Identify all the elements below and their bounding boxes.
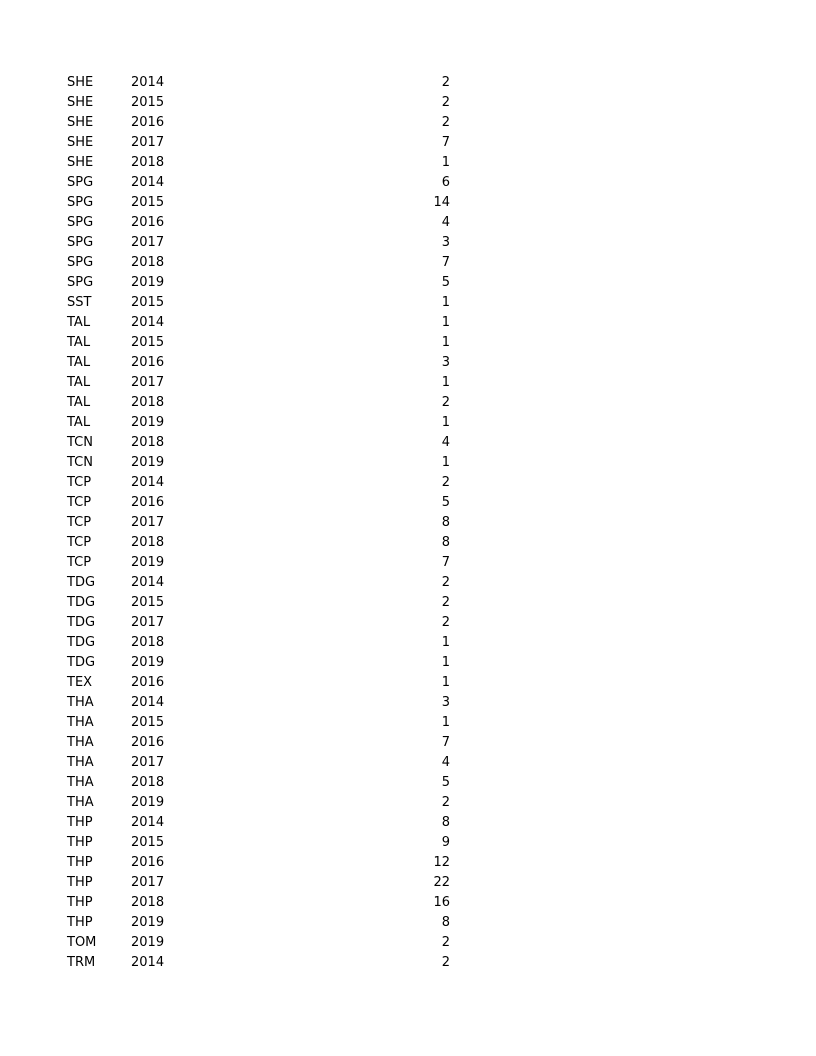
code-cell: TDG — [67, 655, 96, 670]
year-cell: 2015 — [131, 95, 165, 110]
code-cell: TCP — [67, 495, 92, 510]
table-row — [0, 193, 816, 213]
year-cell: 2018 — [131, 535, 165, 550]
code-cell: SST — [67, 295, 92, 310]
code-cell: THA — [67, 735, 94, 750]
code-cell: TAL — [67, 395, 91, 410]
code-cell: TCP — [67, 515, 92, 530]
year-cell: 2017 — [131, 615, 165, 630]
table-row — [0, 653, 816, 673]
code-cell: THP — [67, 915, 93, 930]
count-cell: 7 — [441, 255, 450, 270]
table-row — [0, 73, 816, 93]
year-cell: 2017 — [131, 375, 165, 390]
year-cell: 2016 — [131, 675, 165, 690]
count-cell: 8 — [441, 915, 450, 930]
year-cell: 2017 — [131, 135, 165, 150]
table-row — [0, 553, 816, 573]
code-cell: SHE — [67, 75, 94, 90]
year-cell: 2019 — [131, 795, 165, 810]
count-cell: 1 — [441, 155, 450, 170]
year-cell: 2014 — [131, 575, 165, 590]
table-row — [0, 93, 816, 113]
table-row — [0, 933, 816, 953]
count-cell: 8 — [441, 515, 450, 530]
year-cell: 2015 — [131, 835, 165, 850]
count-cell: 7 — [441, 735, 450, 750]
count-cell: 5 — [441, 275, 450, 290]
table-row — [0, 213, 816, 233]
table-row — [0, 253, 816, 273]
count-cell: 12 — [433, 855, 450, 870]
year-cell: 2017 — [131, 515, 165, 530]
count-cell: 2 — [441, 935, 450, 950]
year-cell: 2019 — [131, 455, 165, 470]
code-cell: TAL — [67, 375, 91, 390]
count-cell: 6 — [441, 175, 450, 190]
code-cell: SPG — [67, 215, 94, 230]
year-cell: 2014 — [131, 75, 165, 90]
table-row — [0, 173, 816, 193]
table-row — [0, 893, 816, 913]
count-cell: 22 — [433, 875, 450, 890]
year-cell: 2015 — [131, 335, 165, 350]
table-row — [0, 133, 816, 153]
table-row — [0, 753, 816, 773]
count-cell: 2 — [441, 955, 450, 970]
code-cell: THA — [67, 715, 94, 730]
table-row — [0, 673, 816, 693]
count-cell: 1 — [441, 635, 450, 650]
code-cell: THA — [67, 795, 94, 810]
table-row — [0, 333, 816, 353]
count-cell: 2 — [441, 95, 450, 110]
table-row — [0, 793, 816, 813]
table-row — [0, 773, 816, 793]
count-cell: 2 — [441, 595, 450, 610]
code-cell: TCN — [67, 435, 93, 450]
table-row — [0, 873, 816, 893]
year-cell: 2014 — [131, 175, 165, 190]
year-cell: 2017 — [131, 875, 165, 890]
code-cell: SHE — [67, 155, 94, 170]
code-cell: TAL — [67, 315, 91, 330]
year-cell: 2017 — [131, 755, 165, 770]
table-row — [0, 233, 816, 253]
count-cell: 2 — [441, 115, 450, 130]
table-row — [0, 633, 816, 653]
code-cell: TCN — [67, 455, 93, 470]
year-cell: 2018 — [131, 255, 165, 270]
year-cell: 2016 — [131, 355, 165, 370]
code-cell: THA — [67, 695, 94, 710]
count-cell: 2 — [441, 395, 450, 410]
table-row — [0, 913, 816, 933]
code-cell: TEX — [67, 675, 93, 690]
year-cell: 2014 — [131, 695, 165, 710]
year-cell: 2018 — [131, 895, 165, 910]
table-row — [0, 573, 816, 593]
year-cell: 2019 — [131, 915, 165, 930]
count-cell: 7 — [441, 135, 450, 150]
year-cell: 2019 — [131, 935, 165, 950]
year-cell: 2014 — [131, 815, 165, 830]
year-cell: 2018 — [131, 775, 165, 790]
code-cell: TCP — [67, 475, 92, 490]
code-cell: SPG — [67, 175, 94, 190]
count-cell: 1 — [441, 415, 450, 430]
code-cell: TCP — [67, 555, 92, 570]
table-row — [0, 393, 816, 413]
table-row — [0, 113, 816, 133]
year-cell: 2015 — [131, 715, 165, 730]
count-cell: 1 — [441, 375, 450, 390]
code-cell: THP — [67, 835, 93, 850]
year-cell: 2016 — [131, 735, 165, 750]
table-row — [0, 513, 816, 533]
table-row — [0, 153, 816, 173]
data-table — [0, 73, 816, 973]
count-cell: 2 — [441, 75, 450, 90]
count-cell: 2 — [441, 795, 450, 810]
year-cell: 2018 — [131, 155, 165, 170]
count-cell: 3 — [441, 235, 450, 250]
count-cell: 9 — [441, 835, 450, 850]
year-cell: 2014 — [131, 955, 165, 970]
table-row — [0, 473, 816, 493]
count-cell: 8 — [441, 535, 450, 550]
count-cell: 7 — [441, 555, 450, 570]
count-cell: 2 — [441, 575, 450, 590]
count-cell: 2 — [441, 615, 450, 630]
year-cell: 2018 — [131, 635, 165, 650]
code-cell: TAL — [67, 415, 91, 430]
count-cell: 4 — [441, 435, 450, 450]
count-cell: 1 — [441, 335, 450, 350]
count-cell: 4 — [441, 215, 450, 230]
code-cell: TOM — [67, 935, 97, 950]
table-row — [0, 453, 816, 473]
table-row — [0, 593, 816, 613]
code-cell: TDG — [67, 595, 96, 610]
table-row — [0, 273, 816, 293]
table-row — [0, 293, 816, 313]
table-row — [0, 693, 816, 713]
count-cell: 5 — [441, 495, 450, 510]
count-cell: 3 — [441, 355, 450, 370]
code-cell: TAL — [67, 335, 91, 350]
code-cell: SPG — [67, 275, 94, 290]
year-cell: 2019 — [131, 555, 165, 570]
count-cell: 1 — [441, 715, 450, 730]
count-cell: 5 — [441, 775, 450, 790]
table-row — [0, 833, 816, 853]
table-row — [0, 733, 816, 753]
count-cell: 1 — [441, 675, 450, 690]
count-cell: 4 — [441, 755, 450, 770]
year-cell: 2016 — [131, 115, 165, 130]
count-cell: 1 — [441, 315, 450, 330]
code-cell: SPG — [67, 195, 94, 210]
code-cell: SHE — [67, 135, 94, 150]
code-cell: SHE — [67, 115, 94, 130]
table-row — [0, 713, 816, 733]
code-cell: TCP — [67, 535, 92, 550]
table-row — [0, 953, 816, 973]
year-cell: 2016 — [131, 215, 165, 230]
count-cell: 1 — [441, 655, 450, 670]
year-cell: 2015 — [131, 195, 165, 210]
code-cell: THP — [67, 875, 93, 890]
year-cell: 2015 — [131, 595, 165, 610]
table-row — [0, 413, 816, 433]
count-cell: 14 — [433, 195, 450, 210]
table-row — [0, 533, 816, 553]
table-row — [0, 853, 816, 873]
year-cell: 2016 — [131, 855, 165, 870]
count-cell: 1 — [441, 455, 450, 470]
year-cell: 2018 — [131, 395, 165, 410]
year-cell: 2019 — [131, 275, 165, 290]
code-cell: TDG — [67, 575, 96, 590]
code-cell: SPG — [67, 235, 94, 250]
code-cell: THP — [67, 895, 93, 910]
code-cell: TDG — [67, 635, 96, 650]
code-cell: THP — [67, 815, 93, 830]
code-cell: TRM — [67, 955, 96, 970]
year-cell: 2018 — [131, 435, 165, 450]
year-cell: 2019 — [131, 415, 165, 430]
year-cell: 2016 — [131, 495, 165, 510]
year-cell: 2014 — [131, 315, 165, 330]
code-cell: TAL — [67, 355, 91, 370]
table-row — [0, 613, 816, 633]
table-row — [0, 313, 816, 333]
code-cell: THP — [67, 855, 93, 870]
year-cell: 2019 — [131, 655, 165, 670]
table-row — [0, 353, 816, 373]
table-row — [0, 813, 816, 833]
code-cell: THA — [67, 755, 94, 770]
code-cell: SPG — [67, 255, 94, 270]
table-row — [0, 493, 816, 513]
count-cell: 16 — [433, 895, 450, 910]
count-cell: 2 — [441, 475, 450, 490]
year-cell: 2017 — [131, 235, 165, 250]
table-row — [0, 433, 816, 453]
code-cell: TDG — [67, 615, 96, 630]
count-cell: 3 — [441, 695, 450, 710]
code-cell: THA — [67, 775, 94, 790]
count-cell: 8 — [441, 815, 450, 830]
year-cell: 2014 — [131, 475, 165, 490]
count-cell: 1 — [441, 295, 450, 310]
year-cell: 2015 — [131, 295, 165, 310]
code-cell: SHE — [67, 95, 94, 110]
table-row — [0, 373, 816, 393]
